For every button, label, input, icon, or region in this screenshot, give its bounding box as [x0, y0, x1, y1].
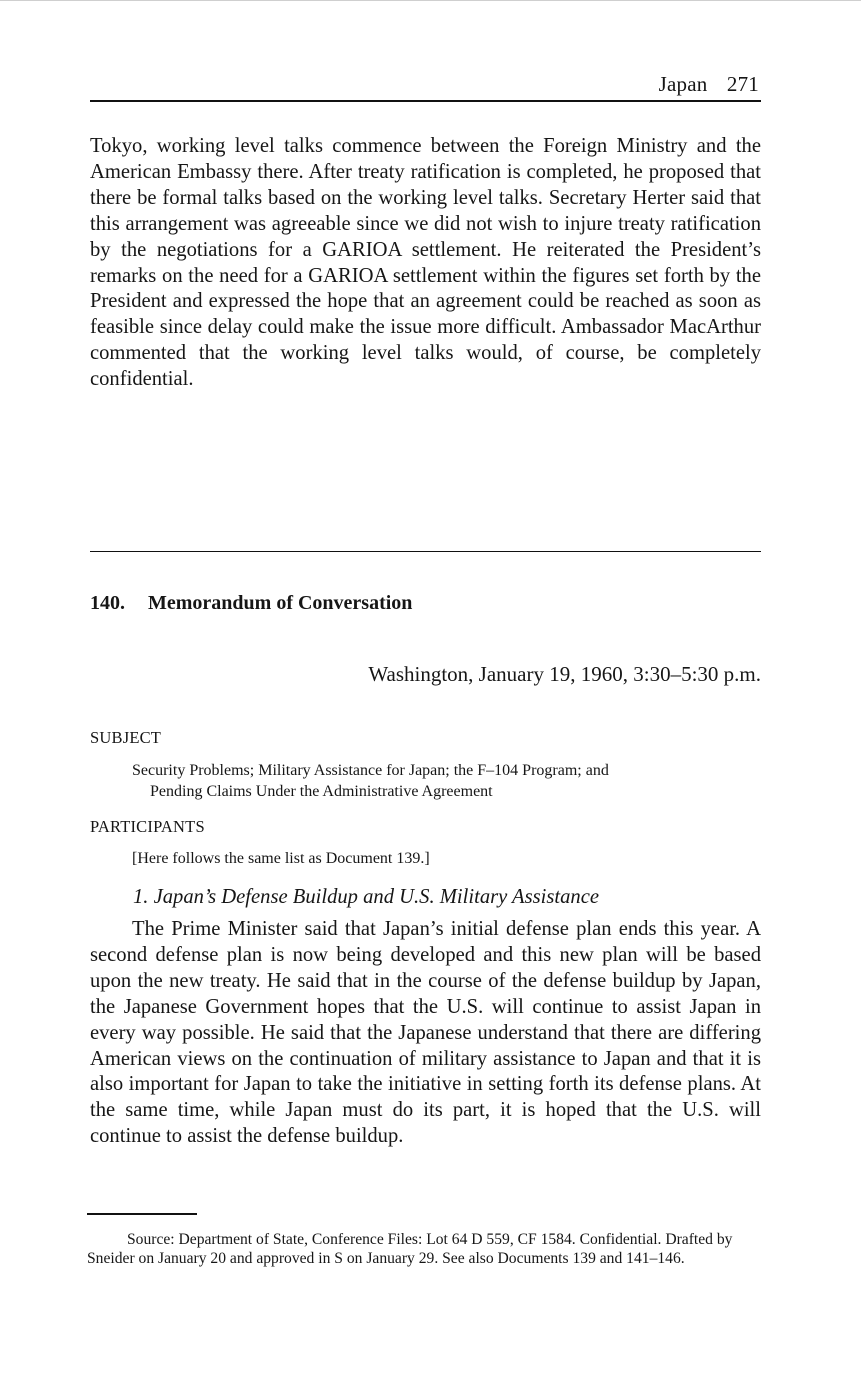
- source-footnote: Source: Department of State, Conference Files: Lot 64 D 559, CF 1584. Confidential. Drafted by Sneider on January 20 and approved in S on January 29. See also Documents 139 and 141–146.: [87, 1231, 733, 1267]
- page-header: [90, 70, 761, 102]
- document-number: 140.: [90, 592, 125, 614]
- participants-label: PARTICIPANTS: [90, 817, 205, 836]
- subject-line-2: Pending Claims Under the Administrative Agreement: [150, 783, 493, 800]
- subject-label: SUBJECT: [90, 728, 162, 747]
- running-head: [659, 72, 759, 97]
- footnote-rule: [87, 1213, 197, 1215]
- main-paragraph: The Prime Minister said that Japan’s initial defense plan ends this year. A second defense plan is now being developed and this new plan will be based upon the new treaty. He said that in the course of the defense buildup by Japan, the Japanese Government hopes that the U.S. will continue to assist Japan in every way possible. He said that the Japanese understand that there are differing American views on the continuation of military assistance to Japan and that it is also important for Japan to take the initiative in setting forth its defense plans. At the same time, while Japan must do its part, it is hoped that the U.S. will continue to assist the defense buildup.: [90, 918, 761, 1148]
- participants-text: [Here follows the same list as Document 139.]: [132, 850, 430, 867]
- subject-line-1: Security Problems; Military Assistance for Japan; the F–104 Program; and: [132, 762, 609, 779]
- scan-edge-line: [0, 0, 861, 6]
- section-divider: [90, 551, 761, 552]
- continued-paragraph: Tokyo, working level talks commence between the Foreign Ministry and the American Embassy there. After treaty ratification is completed, he proposed that there be formal talks based on the working level talks. Secretary Herter said that this arrangement was agreeable since we did not wish to injure treaty ratification by the negotiations for a GARIOA settlement. He reiterated the President’s remarks on the need for a GARIOA settlement within the figures set forth by the President and expressed the hope that an agreement could be reached as soon as feasible since delay could make the issue more difficult. Ambassador MacArthur commented that the working level talks would, of course, be completely confidential.: [90, 135, 761, 391]
- page-number: 271: [726, 72, 759, 96]
- section-heading: 1. Japan’s Defense Buildup and U.S. Military Assistance: [133, 886, 599, 908]
- running-head-section: Japan: [658, 72, 708, 96]
- dateline: Washington, January 19, 1960, 3:30–5:30 p.m.: [368, 662, 761, 686]
- document-title: Memorandum of Conversation: [148, 592, 413, 614]
- document-heading: [90, 592, 412, 615]
- subject-text: [132, 760, 762, 802]
